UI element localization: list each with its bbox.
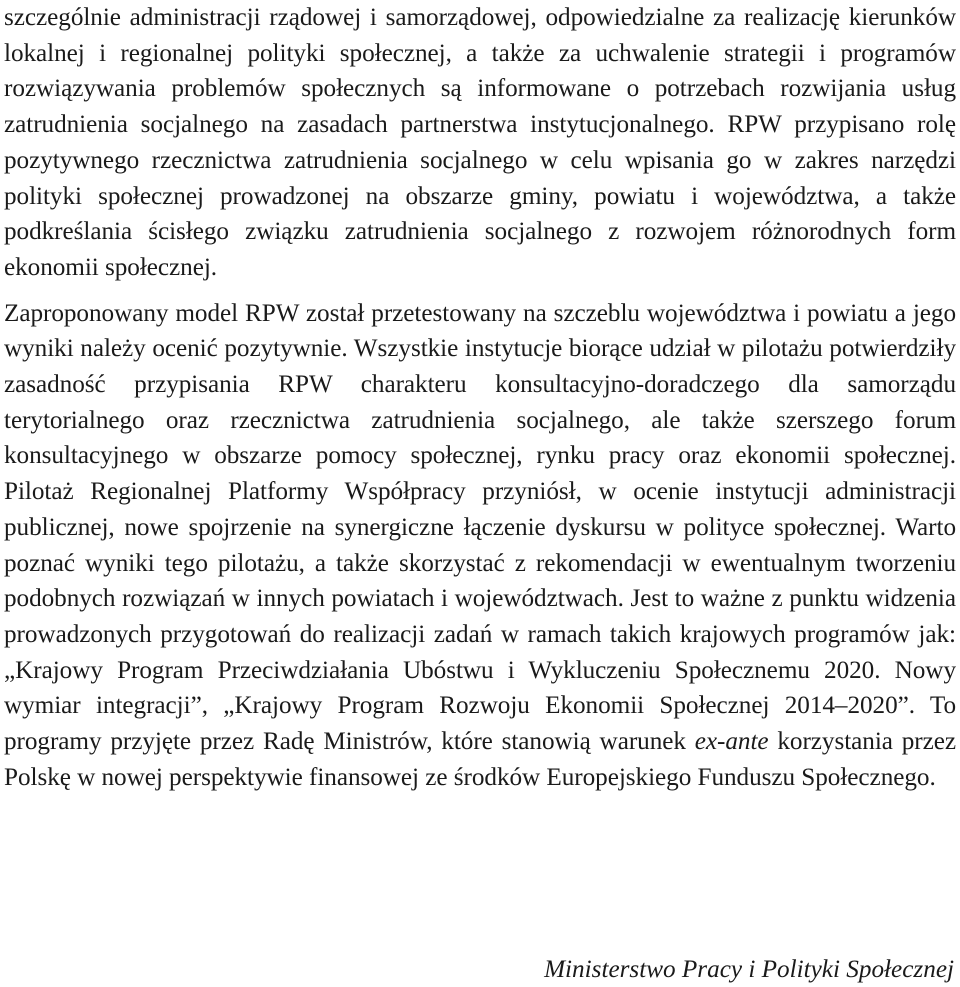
paragraph-2-text-start: Zaproponowany model RPW został przetestowany na szczeblu województwa i powiatu a jego wyniki należy ocenić pozytywnie. Wszystkie instytucje biorące udział w pilotażu potwierdziły zasadność przypisania RPW charakteru konsultacyjno-doradczego dla samorządu terytorialnego oraz rzecznictwa zatrudnienia socjalnego, ale także szerszego forum konsultacyjnego w obszarze pomocy społecznej, rynku pracy oraz ekonomii społecznej. Pilotaż Regionalnej Platformy Współpracy przyniósł, w ocenie instytucji administracji publicznej, nowe spojrzenie na synergiczne łączenie dyskursu w polityce społecznej. Warto poznać wyniki tego pilotażu, a także skorzystać z rekomendacji w ewentualnym tworzeniu podobnych rozwiązań w innych powiatach i województwach. Jest to ważne z punktu widzenia prowadzonych przygotowań do realizacji zadań w ramach takich krajowych programów jak: „Krajowy Program Przeciwdziałania Ubóstwu i Wykluczeniu Społecznemu 2020. Nowy wymiar integracji”, „Krajowy Program Rozwoju Ekonomii Społecznej 2014–2020”. To programy przyjęte przez Radę Ministrów, które stanowią warunek bbox=[4, 299, 956, 756]
paragraph-2-text-end: korzystania przez Polskę w nowej perspektywie finansowej ze środków Europejskiego Funduszu Społecznego. bbox=[4, 728, 956, 791]
paragraph-1-text: szczególnie administracji rządowej i samorządowej, odpowiedzialne za realizację kierunków lokalnej i regionalnej polityki społecznej, a także za uchwalenie strategii i programów rozwiązywania problemów społecznych są informowane o potrzebach rozwijania usług zatrudnienia socjalnego na zasadach partnerstwa instytucjonalnego. RPW przypisano rolę pozytywnego rzecznictwa zatrudnienia socjalnego w celu wpisania go w zakres narzędzi polityki społecznej prowadzonej na obszarze gminy, powiatu i województwa, a także podkreślania ścisłego związku zatrudnienia socjalnego z rozwojem różnorodnych form ekonomii społecznej. bbox=[4, 4, 956, 281]
signature-ministry: Ministerstwo Pracy i Polityki Społecznej bbox=[544, 956, 954, 983]
paragraph-2 bbox=[4, 296, 956, 796]
paragraph-1 bbox=[4, 0, 956, 286]
paragraph-2-italic-term: ex-ante bbox=[694, 728, 769, 756]
